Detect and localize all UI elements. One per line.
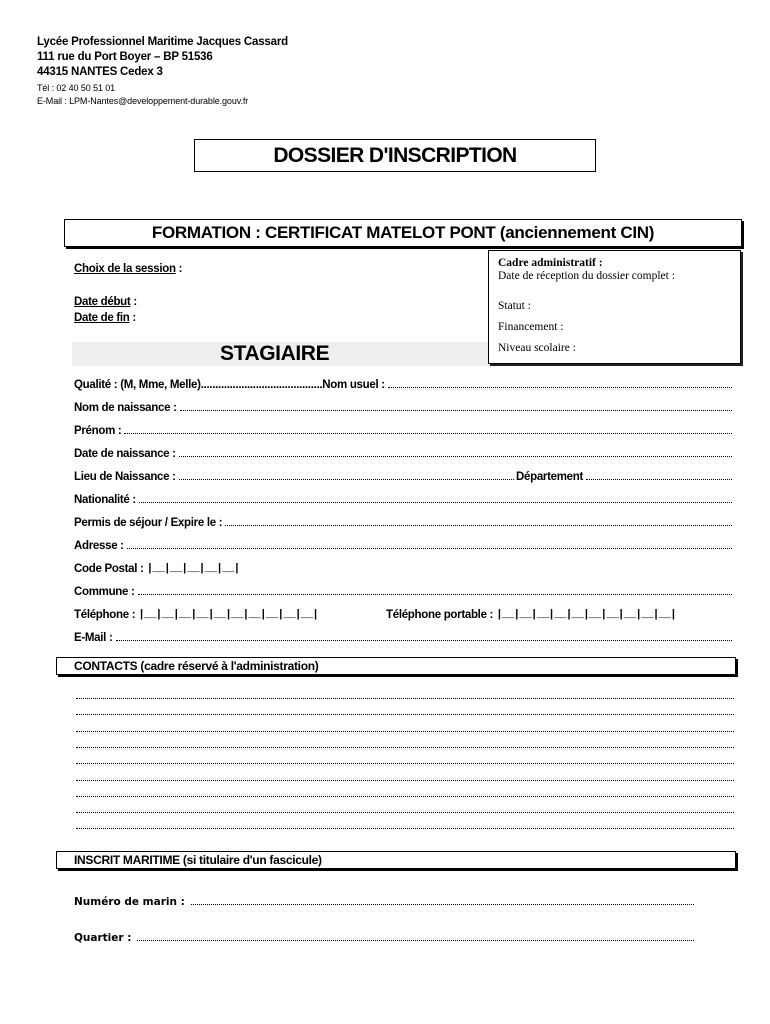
admin-frame-title: Cadre administratif :: [498, 257, 603, 269]
admin-frame: [488, 250, 741, 364]
field-lieu-naissance[interactable]: [74, 469, 734, 483]
email-dots: [116, 639, 733, 641]
prenom-dots: [124, 432, 732, 434]
quartier-label: Quartier :: [74, 932, 132, 944]
adresse-label: Adresse :: [74, 540, 124, 552]
formation-title: FORMATION : CERTIFICAT MATELOT PONT (anciennement CIN): [64, 219, 742, 247]
contact-line[interactable]: [76, 697, 734, 699]
code-postal-label: Code Postal :: [74, 563, 144, 575]
session-choice[interactable]: [74, 263, 182, 275]
field-telephone-portable[interactable]: [386, 607, 686, 621]
field-qualite[interactable]: [74, 377, 734, 391]
school-address-line2: 44315 NANTES Cedex 3: [37, 66, 163, 78]
qualite-label: Qualité : (M, Mme, Melle): [74, 379, 201, 391]
admin-niveau-scolaire: Niveau scolaire :: [498, 342, 576, 354]
field-permis-sejour[interactable]: [74, 515, 734, 529]
date-fin-label: Date de fin: [74, 312, 130, 324]
date-debut[interactable]: [74, 296, 137, 308]
numero-marin-dots: [191, 903, 694, 905]
date-naissance-dots: [179, 455, 732, 457]
telephone-boxes: |__|__|__|__|__|__|__|__|__|__|: [138, 609, 319, 621]
departement-dots: [586, 478, 732, 480]
contact-line[interactable]: [76, 713, 734, 715]
inscrit-maritime-section-title: INSCRIT MARITIME (si titulaire d'un fascicule): [56, 851, 736, 869]
contact-line[interactable]: [76, 795, 734, 797]
admin-statut: Statut :: [498, 300, 531, 312]
permis-dots: [225, 524, 732, 526]
contact-line[interactable]: [76, 779, 734, 781]
contact-line[interactable]: [76, 827, 734, 829]
admin-financement: Financement :: [498, 321, 564, 333]
field-date-naissance[interactable]: [74, 446, 734, 460]
field-quartier[interactable]: [74, 930, 696, 944]
school-phone: Tél : 02 40 50 51 01: [37, 83, 116, 93]
lieu-naissance-dots: [179, 478, 514, 480]
admin-reception-date: Date de réception du dossier complet :: [498, 270, 675, 282]
telephone-portable-boxes: |__|__|__|__|__|__|__|__|__|__|: [496, 609, 676, 621]
field-prenom[interactable]: [74, 423, 734, 437]
email-label: E-Mail :: [74, 632, 113, 644]
departement-label: Département: [516, 471, 583, 483]
nom-naissance-label: Nom de naissance :: [74, 402, 177, 414]
field-email[interactable]: [74, 630, 734, 644]
contact-line[interactable]: [76, 746, 734, 748]
lieu-naissance-label: Lieu de Naissance :: [74, 471, 176, 483]
field-commune[interactable]: [74, 584, 734, 598]
stagiaire-title: STAGIAIRE: [220, 342, 330, 365]
numero-marin-label: Numéro de marin :: [74, 896, 185, 908]
nom-naissance-dots: [180, 409, 732, 411]
commune-label: Commune :: [74, 586, 135, 598]
prenom-label: Prénom :: [74, 425, 122, 437]
field-adresse[interactable]: [74, 538, 734, 552]
adresse-dots: [127, 547, 732, 549]
school-email: E-Mail : LPM-Nantes@developpement-durable.gouv.fr: [37, 96, 249, 106]
nationalite-dots: [139, 501, 732, 503]
nationalite-label: Nationalité :: [74, 494, 136, 506]
school-name: Lycée Professionnel Maritime Jacques Cassard: [37, 36, 288, 48]
field-nom-naissance[interactable]: [74, 400, 734, 414]
date-debut-label: Date début: [74, 296, 131, 308]
telephone-label: Téléphone :: [74, 609, 136, 621]
commune-dots: [138, 593, 732, 595]
code-postal-boxes: |__|__|__|__|__|: [146, 563, 240, 575]
quartier-dots: [137, 939, 694, 941]
date-debut-colon: :: [130, 296, 137, 308]
nom-usuel-dots: [388, 386, 732, 388]
field-code-postal[interactable]: [74, 561, 734, 575]
qualite-dots: ..........................................: [200, 379, 323, 391]
nom-usuel-label: Nom usuel :: [322, 379, 385, 391]
session-choice-colon: :: [175, 263, 183, 275]
contact-line[interactable]: [76, 730, 734, 732]
contact-line[interactable]: [76, 762, 734, 764]
document-title: DOSSIER D'INSCRIPTION: [194, 139, 596, 172]
telephone-portable-label: Téléphone portable :: [386, 609, 494, 621]
contacts-section-title: CONTACTS (cadre réservé à l'administration): [56, 657, 736, 675]
field-numero-marin[interactable]: [74, 894, 696, 908]
date-naissance-label: Date de naissance :: [74, 448, 176, 460]
field-nationalite[interactable]: [74, 492, 734, 506]
date-fin-colon: :: [129, 312, 136, 324]
contact-line[interactable]: [76, 811, 734, 813]
date-fin[interactable]: [74, 312, 136, 324]
school-address-line1: 111 rue du Port Boyer – BP 51536: [37, 51, 213, 63]
permis-label: Permis de séjour / Expire le :: [74, 517, 223, 529]
session-choice-label: Choix de la session: [74, 263, 176, 275]
